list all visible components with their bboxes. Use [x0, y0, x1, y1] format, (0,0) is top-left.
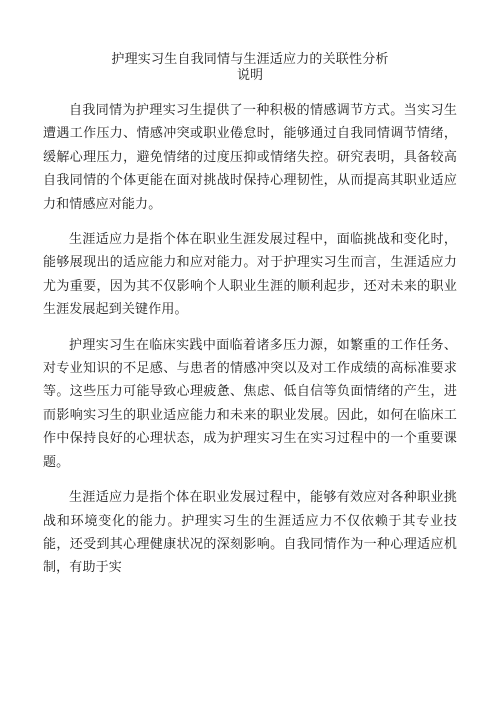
document-title: 护理实习生自我同情与生涯适应力的关联性分析	[111, 52, 389, 67]
document-subtitle: 说明	[236, 68, 263, 83]
paragraph-4: 生涯适应力是指个体在职业发展过程中，能够有效应对各种职业挑战和环境变化的能力。护理实习生的生涯适应力不仅依赖于其专业技能，还受到其心理健康状况的深刻影响。自我同情作为一种心理适应机制，有助于实	[43, 490, 457, 576]
paragraph-1: 自我同情为护理实习生提供了一种积极的情感调节方式。当实习生遭遇工作压力、情感冲突或职业倦怠时，能够通过自我同情调节情绪，缓解心理压力，避免情绪的过度压抑或情绪失控。研究表明，具备较高自我同情的个体更能在面对挑战时保持心理韧性，从而提高其职业适应力和情感应对能力。	[43, 103, 457, 212]
title-block	[0, 52, 500, 84]
paragraph-2: 生涯适应力是指个体在职业生涯发展过程中，面临挑战和变化时，能够展现出的适应能力和应对能力。对于护理实习生而言，生涯适应力尤为重要，因为其不仅影响个人职业生涯的顺利起步，还对未来的职业生涯发展起到关键作用。	[43, 232, 457, 318]
document-body	[43, 99, 457, 592]
paragraph-3: 护理实习生在临床实践中面临着诸多压力源，如繁重的工作任务、对专业知识的不足感、与患者的情感冲突以及对工作成绩的高标准要求等。这些压力可能导致心理疲惫、焦虑、低自信等负面情绪的产生，进而影响实习生的职业适应能力和未来的职业发展。因此，如何在临床工作中保持良好的心理状态，成为护理实习生在实习过程中的一个重要课题。	[43, 337, 457, 470]
